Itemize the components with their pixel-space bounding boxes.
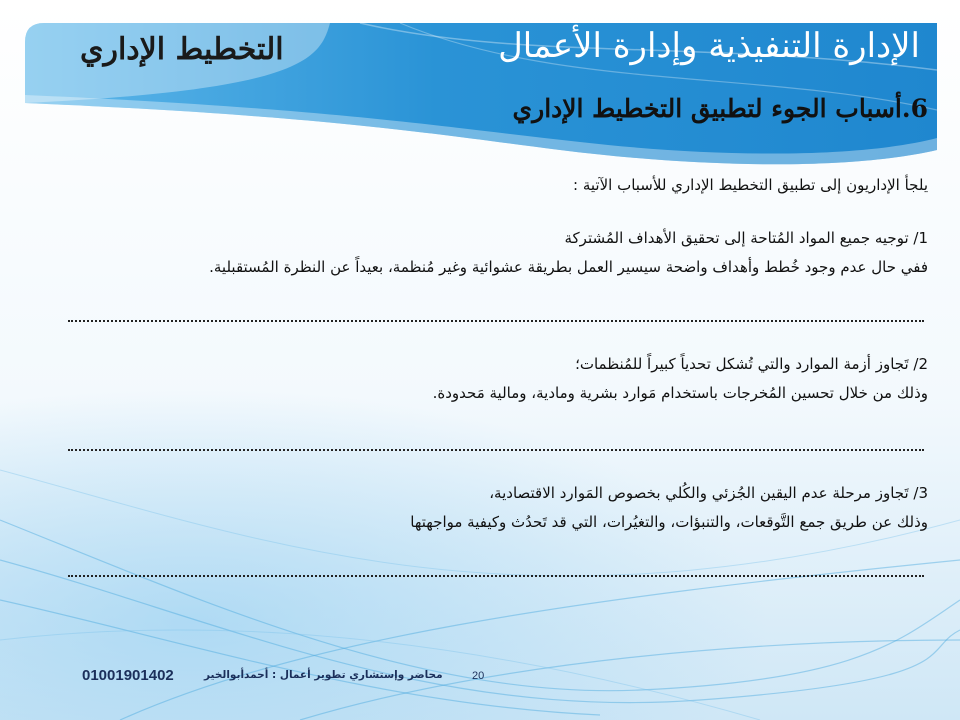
reason-body: وذلك من خلال تحسين المُخرجات باستخدام مَوارد بشرية ومادية، ومالية مَحدودة. — [432, 384, 928, 402]
main-title: الإدارة التنفيذية وإدارة الأعمال — [498, 26, 920, 66]
reason-item-1 — [58, 224, 928, 282]
footer-author: محاضر وإستشاري تطوير أعمال : أحمدأبوالخير — [204, 669, 443, 681]
dotted-divider — [68, 320, 924, 322]
reason-body: ففي حال عدم وجود خُطط وأهداف واضحة سيسير العمل بطريقة عشوائية وغير مُنظمة، بعيداً عن النظرة المُستقبلية. — [209, 258, 928, 276]
reason-title: 3/ تَجاوز مرحلة عدم اليقين الجُزئي والكُلي بخصوص المَوارد الاقتصادية، — [489, 484, 928, 502]
page-number: 20 — [472, 670, 485, 682]
footer-phone: 01001901402 — [82, 667, 174, 684]
reason-title: 2/ تَجاوز أزمة الموارد والتي تُشكل تحدياً كبيراً للمُنظمات؛ — [575, 355, 928, 373]
corner-title: التخطيط الإداري — [80, 32, 284, 67]
reason-item-2 — [58, 350, 928, 408]
dotted-divider — [68, 449, 924, 451]
dotted-divider — [68, 575, 924, 577]
section-heading: 6.أسباب الجوء لتطبيق التخطيط الإداري — [512, 94, 928, 123]
intro-text: يلجأ الإداريون إلى تطبيق التخطيط الإداري للأسباب الآتية : — [573, 176, 928, 194]
reason-title: 1/ توجيه جميع المواد المُتاحة إلى تحقيق الأهداف المُشتركة — [564, 229, 928, 247]
reason-body: وذلك عن طريق جمع التَّوقعات، والتنبؤات، والتغيُرات، التي قد تَحدُث وكيفية مواجهتها — [410, 513, 928, 531]
reason-item-3 — [58, 479, 928, 537]
